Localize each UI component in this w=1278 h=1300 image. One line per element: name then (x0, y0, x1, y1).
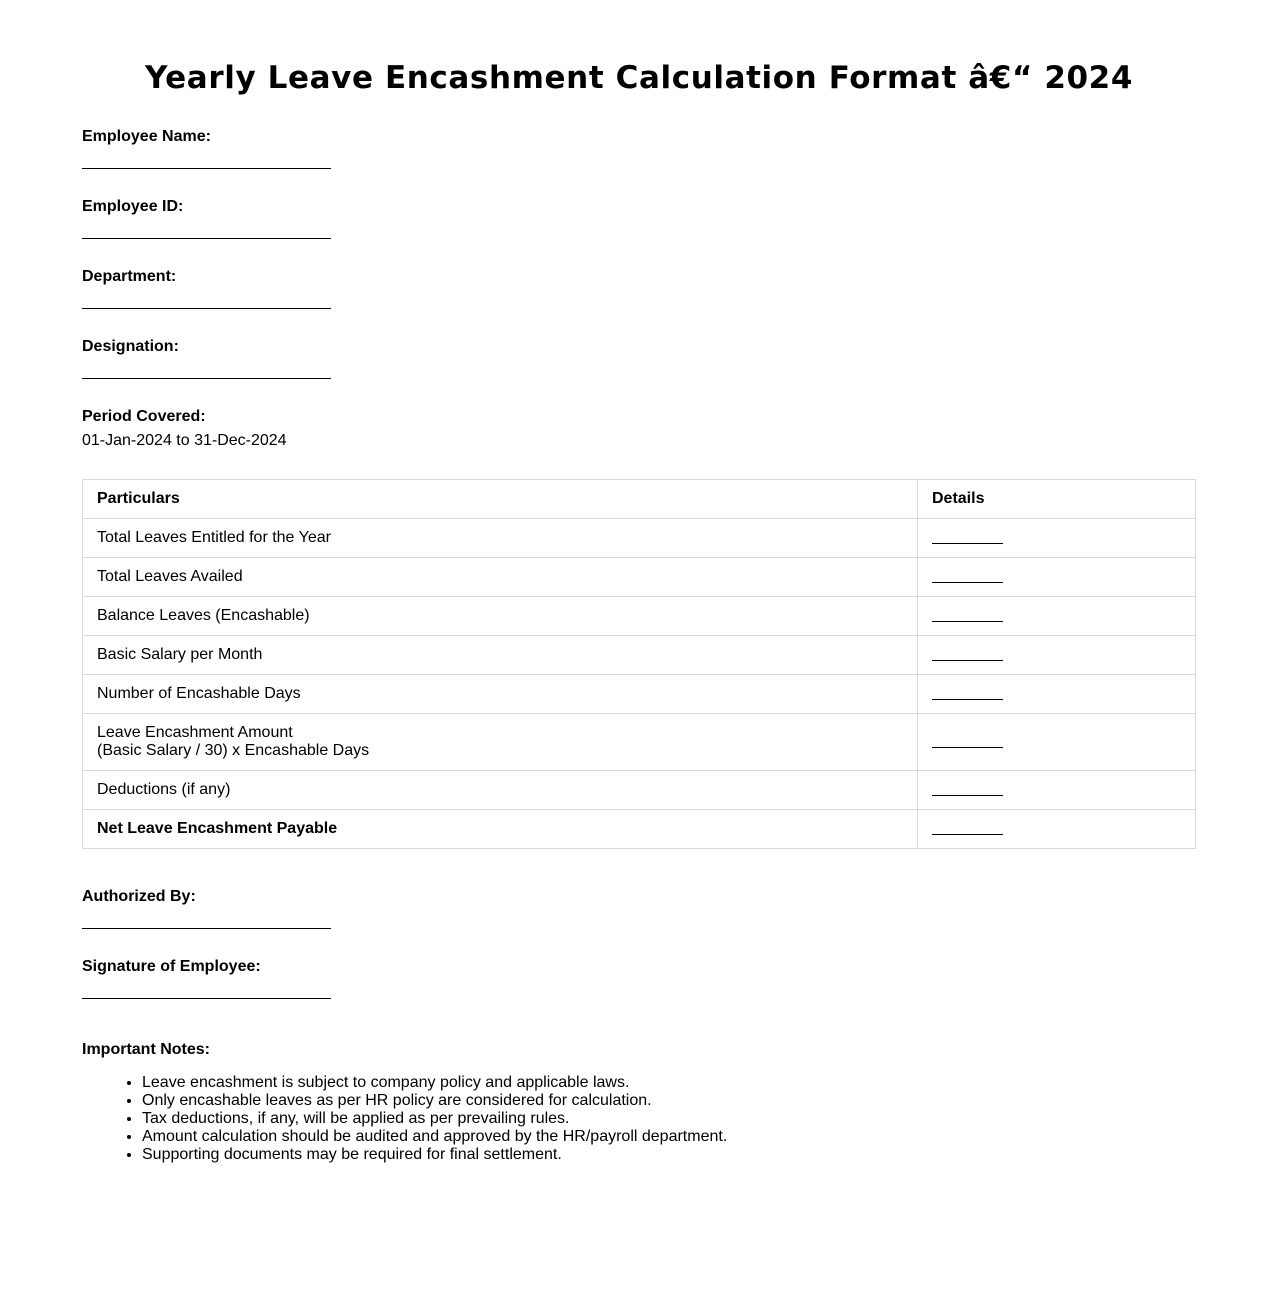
row-details (918, 636, 1196, 675)
details-blank-line (932, 621, 1003, 622)
details-blank-line (932, 834, 1003, 835)
page-title: Yearly Leave Encashment Calculation Format â€“ 2024 (144, 60, 1133, 96)
row-details (918, 519, 1196, 558)
period-covered-label: Period Covered: (82, 408, 206, 425)
table-row (83, 597, 1196, 636)
details-blank-line (932, 660, 1003, 661)
employee-id-blank-line (82, 238, 331, 239)
list-item: • Tax deductions, if any, will be applied as per prevailing rules. (142, 1110, 727, 1128)
row-details (918, 558, 1196, 597)
period-covered-field (82, 407, 287, 451)
notes-title: Important Notes: (82, 1041, 210, 1058)
row-particular (83, 714, 918, 771)
employee-id-label: Employee ID: (82, 198, 184, 215)
table-row (83, 636, 1196, 675)
employee-name-blank-line (82, 168, 331, 169)
list-item: • Only encashable leaves as per HR policy are considered for calculation. (142, 1092, 727, 1110)
employee-signature-field (82, 957, 331, 999)
employee-id-field (82, 197, 331, 239)
row-particular-formula: (Basic Salary / 30) x Encashable Days (97, 742, 370, 759)
row-particular: Number of Encashable Days (83, 675, 918, 714)
authorized-by-field (82, 887, 331, 929)
row-particular-total: Net Leave Encashment Payable (83, 810, 918, 849)
table-header-row (83, 480, 1196, 519)
encashment-table (82, 479, 1196, 849)
table-row (83, 675, 1196, 714)
authorized-by-label: Authorized By: (82, 888, 196, 905)
header-particulars: Particulars (83, 480, 918, 519)
employee-signature-label: Signature of Employee: (82, 958, 261, 975)
details-blank-line (932, 582, 1003, 583)
row-details (918, 714, 1196, 771)
list-item: • Supporting documents may be required for final settlement. (142, 1146, 727, 1164)
table-row (83, 810, 1196, 849)
designation-blank-line (82, 378, 331, 379)
table-row (83, 714, 1196, 771)
department-blank-line (82, 308, 331, 309)
row-particular: Basic Salary per Month (83, 636, 918, 675)
row-details (918, 675, 1196, 714)
row-details (918, 810, 1196, 849)
employee-name-label: Employee Name: (82, 128, 211, 145)
details-blank-line (932, 543, 1003, 544)
table-row (83, 519, 1196, 558)
list-item: • Leave encashment is subject to company policy and applicable laws. (142, 1074, 727, 1092)
details-blank-line (932, 699, 1003, 700)
row-details (918, 771, 1196, 810)
details-blank-line (932, 747, 1003, 748)
header-details: Details (918, 480, 1196, 519)
row-particular: Total Leaves Entitled for the Year (83, 519, 918, 558)
employee-name-field (82, 127, 331, 169)
row-details (918, 597, 1196, 636)
department-label: Department: (82, 268, 177, 285)
table-row (83, 558, 1196, 597)
row-particular: Total Leaves Availed (83, 558, 918, 597)
designation-field (82, 337, 331, 379)
list-item: • Amount calculation should be audited and approved by the HR/payroll department. (142, 1128, 727, 1146)
row-particular-title: Leave Encashment Amount (97, 724, 293, 741)
details-blank-line (932, 795, 1003, 796)
authorized-by-blank-line (82, 928, 331, 929)
period-covered-value: 01-Jan-2024 to 31-Dec-2024 (82, 432, 287, 449)
row-particular: Balance Leaves (Encashable) (83, 597, 918, 636)
notes-list (82, 1074, 727, 1164)
table-row (83, 771, 1196, 810)
department-field (82, 267, 331, 309)
designation-label: Designation: (82, 338, 179, 355)
row-particular: Deductions (if any) (83, 771, 918, 810)
employee-signature-blank-line (82, 998, 331, 999)
